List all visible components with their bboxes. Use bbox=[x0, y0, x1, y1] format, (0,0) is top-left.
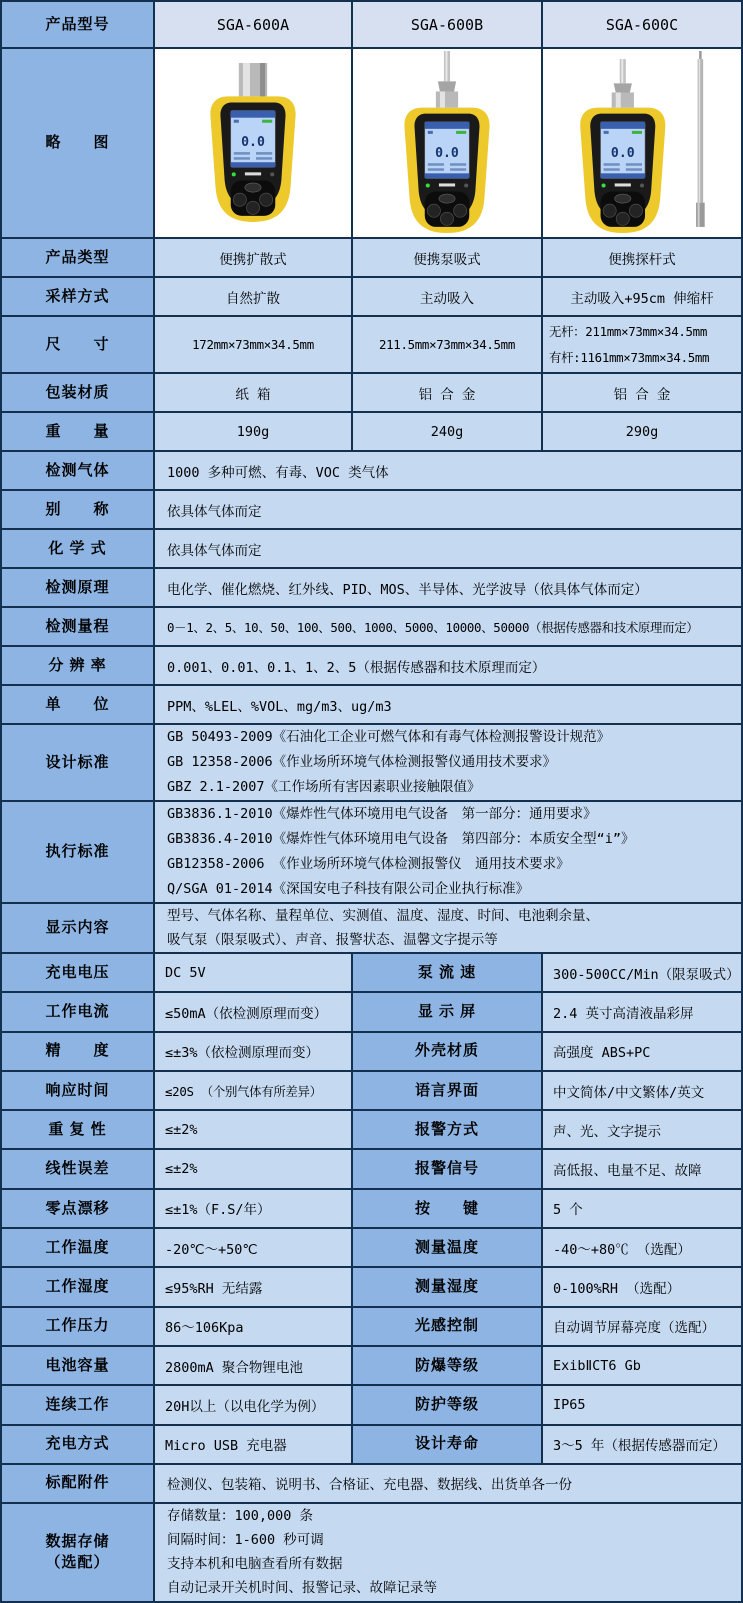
label-pump-flow: 泵 流 速 bbox=[353, 954, 543, 991]
row-spec-charging-method bbox=[2, 1426, 741, 1465]
sampling-b: 主动吸入 bbox=[353, 278, 543, 315]
label-charging-voltage: 充电电压 bbox=[2, 954, 155, 991]
label-light-sensing: 光感控制 bbox=[353, 1308, 543, 1345]
label-measuring-temperature: 测量温度 bbox=[353, 1229, 543, 1266]
data-storage-value bbox=[155, 1504, 741, 1601]
row-spec-working-humidity bbox=[2, 1268, 741, 1307]
label-buttons: 按 键 bbox=[353, 1190, 543, 1227]
design-standards-value bbox=[155, 725, 741, 800]
row-spec-working-temperature bbox=[2, 1229, 741, 1268]
product-type-a: 便携扩散式 bbox=[155, 239, 353, 276]
row-spec-continuous-working bbox=[2, 1386, 741, 1425]
label-dimensions: 尺 寸 bbox=[2, 317, 155, 372]
display-content-line: 吸气泵（限泵吸式）、声音、报警状态、温馨文字提示等 bbox=[167, 932, 498, 948]
row-spec-repeatability bbox=[2, 1111, 741, 1150]
screen-reading: 0.0 bbox=[241, 135, 265, 151]
dimensions-a: 172mm×73mm×34.5mm bbox=[155, 317, 353, 372]
label-detected-gas: 检测气体 bbox=[2, 452, 155, 489]
executive-standard-line: Q/SGA 01-2014《深国安电子科技有限公司企业执行标准》 bbox=[167, 881, 530, 897]
zero-drift-value: ≤±1%（F.S/年） bbox=[155, 1190, 353, 1227]
executive-standard-line: GB3836.4-2010《爆炸性气体环境用电气设备 第四部分：本质安全型“i”》 bbox=[167, 831, 635, 847]
label-display-content: 显示内容 bbox=[2, 904, 155, 952]
label-resolution: 分 辨 率 bbox=[2, 647, 155, 684]
label-zero-drift: 零点漂移 bbox=[2, 1190, 155, 1227]
row-detected-gas bbox=[2, 452, 741, 491]
row-chemical-formula bbox=[2, 530, 741, 569]
label-continuous-working: 连续工作 bbox=[2, 1386, 155, 1423]
working-current-value: ≤50mA（依检测原理而变） bbox=[155, 993, 353, 1030]
label-alarm-mode: 报警方式 bbox=[353, 1111, 543, 1148]
label-working-temperature: 工作温度 bbox=[2, 1229, 155, 1266]
display-screen-value: 2.4 英寸高清液晶彩屏 bbox=[543, 993, 741, 1030]
sampling-c: 主动吸入+95cm 伸缩杆 bbox=[543, 278, 741, 315]
working-temperature-value: -20℃～+50℃ bbox=[155, 1229, 353, 1266]
charging-voltage-value: DC 5V bbox=[155, 954, 353, 991]
working-humidity-value: ≤95%RH 无结露 bbox=[155, 1268, 353, 1305]
screen-reading: 0.0 bbox=[610, 146, 635, 162]
label-charging-method: 充电方式 bbox=[2, 1426, 155, 1463]
executive-standard-line: GB12358-2006 《作业场所环境气体检测报警仪 通用技术要求》 bbox=[167, 856, 570, 872]
label-working-humidity: 工作湿度 bbox=[2, 1268, 155, 1305]
alarm-signal-value: 高低报、电量不足、故障 bbox=[543, 1150, 741, 1187]
sampling-a: 自然扩散 bbox=[155, 278, 353, 315]
product-image-sga-600c bbox=[543, 49, 741, 237]
data-storage-line: 存储数量：100,000 条 bbox=[167, 1508, 314, 1525]
label-product-model: 产品型号 bbox=[2, 2, 155, 47]
row-resolution bbox=[2, 647, 741, 686]
screen-reading: 0.0 bbox=[435, 146, 459, 162]
device-illustration-probe-rod bbox=[567, 51, 717, 235]
label-detection-range: 检测量程 bbox=[2, 608, 155, 645]
row-product-type bbox=[2, 239, 741, 278]
model-name-sga-600a: SGA-600A bbox=[155, 2, 353, 47]
row-sketch bbox=[2, 49, 741, 239]
row-detection-range bbox=[2, 608, 741, 647]
response-time-value: ≤20S （个别气体有所差异） bbox=[155, 1072, 353, 1109]
measuring-humidity-value: 0-100%RH （选配） bbox=[543, 1268, 741, 1305]
data-storage-line: 自动记录开关机时间、报警记录、故障记录等 bbox=[167, 1580, 437, 1597]
detected-gas-value: 1000 多种可燃、有毒、VOC 类气体 bbox=[155, 452, 741, 489]
buttons-value: 5 个 bbox=[543, 1190, 741, 1227]
label-design-standards: 设计标准 bbox=[2, 725, 155, 800]
label-explosion-proof-grade: 防爆等级 bbox=[353, 1347, 543, 1384]
accuracy-value: ≤±3%（依检测原理而变） bbox=[155, 1033, 353, 1070]
data-storage-line: 支持本机和电脑查看所有数据 bbox=[167, 1556, 343, 1573]
packaging-c: 铝 合 金 bbox=[543, 374, 741, 411]
dimensions-b: 211.5mm×73mm×34.5mm bbox=[353, 317, 543, 372]
protection-grade-value: IP65 bbox=[543, 1386, 741, 1423]
weight-a: 190g bbox=[155, 413, 353, 450]
weight-b: 240g bbox=[353, 413, 543, 450]
row-design-standards bbox=[2, 725, 741, 802]
product-type-b: 便携泵吸式 bbox=[353, 239, 543, 276]
row-data-storage bbox=[2, 1504, 741, 1601]
design-standard-line: GB 12358-2006《作业场所环境气体检测报警仪通用技术要求》 bbox=[167, 754, 557, 770]
row-detection-principle bbox=[2, 569, 741, 608]
label-executive-standards: 执行标准 bbox=[2, 802, 155, 902]
row-spec-response-time bbox=[2, 1072, 741, 1111]
working-pressure-value: 86～106Kpa bbox=[155, 1308, 353, 1345]
display-content-value bbox=[155, 904, 741, 952]
label-language-ui: 语言界面 bbox=[353, 1072, 543, 1109]
label-standard-accessories: 标配附件 bbox=[2, 1465, 155, 1502]
packaging-b: 铝 合 金 bbox=[353, 374, 543, 411]
unit-value: PPM、%LEL、%VOL、mg/m3、ug/m3 bbox=[155, 686, 741, 723]
charging-method-value: Micro USB 充电器 bbox=[155, 1426, 353, 1463]
row-packaging-material bbox=[2, 374, 741, 413]
continuous-working-value: 20H以上（以电化学为例） bbox=[155, 1386, 353, 1423]
model-name-sga-600c: SGA-600C bbox=[543, 2, 741, 47]
label-alarm-signal: 报警信号 bbox=[353, 1150, 543, 1187]
label-sampling-method: 采样方式 bbox=[2, 278, 155, 315]
detection-range-value: 0－1、2、5、10、50、100、500、1000、5000、10000、50000（根据传感器和技术原理而定） bbox=[155, 608, 741, 645]
label-data-storage bbox=[2, 1504, 155, 1601]
row-spec-accuracy bbox=[2, 1033, 741, 1072]
row-spec-linearity-error bbox=[2, 1150, 741, 1189]
row-spec-working-pressure bbox=[2, 1308, 741, 1347]
label-accuracy: 精 度 bbox=[2, 1033, 155, 1070]
telescopic-rod-illustration bbox=[696, 51, 705, 227]
label-response-time: 响应时间 bbox=[2, 1072, 155, 1109]
product-type-c: 便携探杆式 bbox=[543, 239, 741, 276]
label-measuring-humidity: 测量湿度 bbox=[353, 1268, 543, 1305]
alias-value: 依具体气体而定 bbox=[155, 491, 741, 528]
label-shell-material: 外壳材质 bbox=[353, 1033, 543, 1070]
pump-flow-value: 300-500CC/Min（限泵吸式） bbox=[543, 954, 741, 991]
product-image-sga-600b bbox=[353, 49, 543, 237]
label-working-pressure: 工作压力 bbox=[2, 1308, 155, 1345]
data-storage-label-line2: （选配） bbox=[45, 1554, 110, 1572]
linearity-error-value: ≤±2% bbox=[155, 1150, 353, 1187]
label-battery-capacity: 电池容量 bbox=[2, 1347, 155, 1384]
packaging-a: 纸 箱 bbox=[155, 374, 353, 411]
display-content-line: 型号、气体名称、量程单位、实测值、温度、湿度、时间、电池剩余量、 bbox=[167, 908, 599, 924]
label-sketch: 略 图 bbox=[2, 49, 155, 237]
dimensions-c bbox=[543, 317, 741, 372]
label-packaging-material: 包装材质 bbox=[2, 374, 155, 411]
measuring-temperature-value: -40～+80℃ （选配） bbox=[543, 1229, 741, 1266]
light-sensing-value: 自动调节屏幕亮度（选配） bbox=[543, 1308, 741, 1345]
product-image-sga-600a bbox=[155, 49, 353, 237]
design-standard-line: GBZ 2.1-2007《工作场所有害因素职业接触限值》 bbox=[167, 779, 481, 795]
row-standard-accessories bbox=[2, 1465, 741, 1504]
row-alias bbox=[2, 491, 741, 530]
repeatability-value: ≤±2% bbox=[155, 1111, 353, 1148]
executive-standard-line: GB3836.1-2010《爆炸性气体环境用电气设备 第一部分：通用要求》 bbox=[167, 806, 597, 822]
label-product-type: 产品类型 bbox=[2, 239, 155, 276]
row-spec-battery-capacity bbox=[2, 1347, 741, 1386]
weight-c: 290g bbox=[543, 413, 741, 450]
executive-standards-value bbox=[155, 802, 741, 902]
detection-principle-value: 电化学、催化燃烧、红外线、PID、MOS、半导体、光学波导（依具体气体而定） bbox=[155, 569, 741, 606]
row-spec-working-current bbox=[2, 993, 741, 1032]
dimensions-c-with-rod: 有杆:1161mm×73mm×34.5mm bbox=[549, 349, 710, 365]
design-life-value: 3～5 年（根据传感器而定） bbox=[543, 1426, 741, 1463]
label-weight: 重 量 bbox=[2, 413, 155, 450]
resolution-value: 0.001、0.01、0.1、1、2、5（根据传感器和技术原理而定） bbox=[155, 647, 741, 684]
label-unit: 单 位 bbox=[2, 686, 155, 723]
device-illustration-pump bbox=[391, 51, 503, 235]
dimensions-c-without-rod: 无杆：211mm×73mm×34.5mm bbox=[549, 324, 707, 340]
battery-capacity-value: 2800mA 聚合物锂电池 bbox=[155, 1347, 353, 1384]
row-executive-standards bbox=[2, 802, 741, 904]
model-name-sga-600b: SGA-600B bbox=[353, 2, 543, 47]
row-product-model bbox=[2, 2, 741, 49]
language-ui-value: 中文简体/中文繁体/英文 bbox=[543, 1072, 741, 1109]
explosion-proof-grade-value: ExibⅡCT6 Gb bbox=[543, 1347, 741, 1384]
design-standard-line: GB 50493-2009《石油化工企业可燃气体和有毒气体检测报警设计规范》 bbox=[167, 729, 611, 745]
shell-material-value: 高强度 ABS+PC bbox=[543, 1033, 741, 1070]
label-detection-principle: 检测原理 bbox=[2, 569, 155, 606]
data-storage-label-line1: 数据存储 bbox=[45, 1532, 110, 1550]
row-display-content bbox=[2, 904, 741, 954]
label-protection-grade: 防护等级 bbox=[353, 1386, 543, 1423]
alarm-mode-value: 声、光、文字提示 bbox=[543, 1111, 741, 1148]
row-sampling-method bbox=[2, 278, 741, 317]
data-storage-line: 间隔时间：1-600 秒可调 bbox=[167, 1532, 324, 1549]
row-spec-zero-drift bbox=[2, 1190, 741, 1229]
label-linearity-error: 线性误差 bbox=[2, 1150, 155, 1187]
row-dimensions bbox=[2, 317, 741, 374]
label-display-screen: 显 示 屏 bbox=[353, 993, 543, 1030]
device-illustration-diffusion bbox=[197, 62, 309, 224]
label-design-life: 设计寿命 bbox=[353, 1426, 543, 1463]
row-unit bbox=[2, 686, 741, 725]
row-spec-charging-voltage bbox=[2, 954, 741, 993]
row-weight bbox=[2, 413, 741, 452]
standard-accessories-value: 检测仪、包装箱、说明书、合格证、充电器、数据线、出货单各一份 bbox=[155, 1465, 741, 1502]
label-chemical-formula: 化 学 式 bbox=[2, 530, 155, 567]
label-alias: 别 称 bbox=[2, 491, 155, 528]
label-repeatability: 重 复 性 bbox=[2, 1111, 155, 1148]
label-working-current: 工作电流 bbox=[2, 993, 155, 1030]
chemical-formula-value: 依具体气体而定 bbox=[155, 530, 741, 567]
